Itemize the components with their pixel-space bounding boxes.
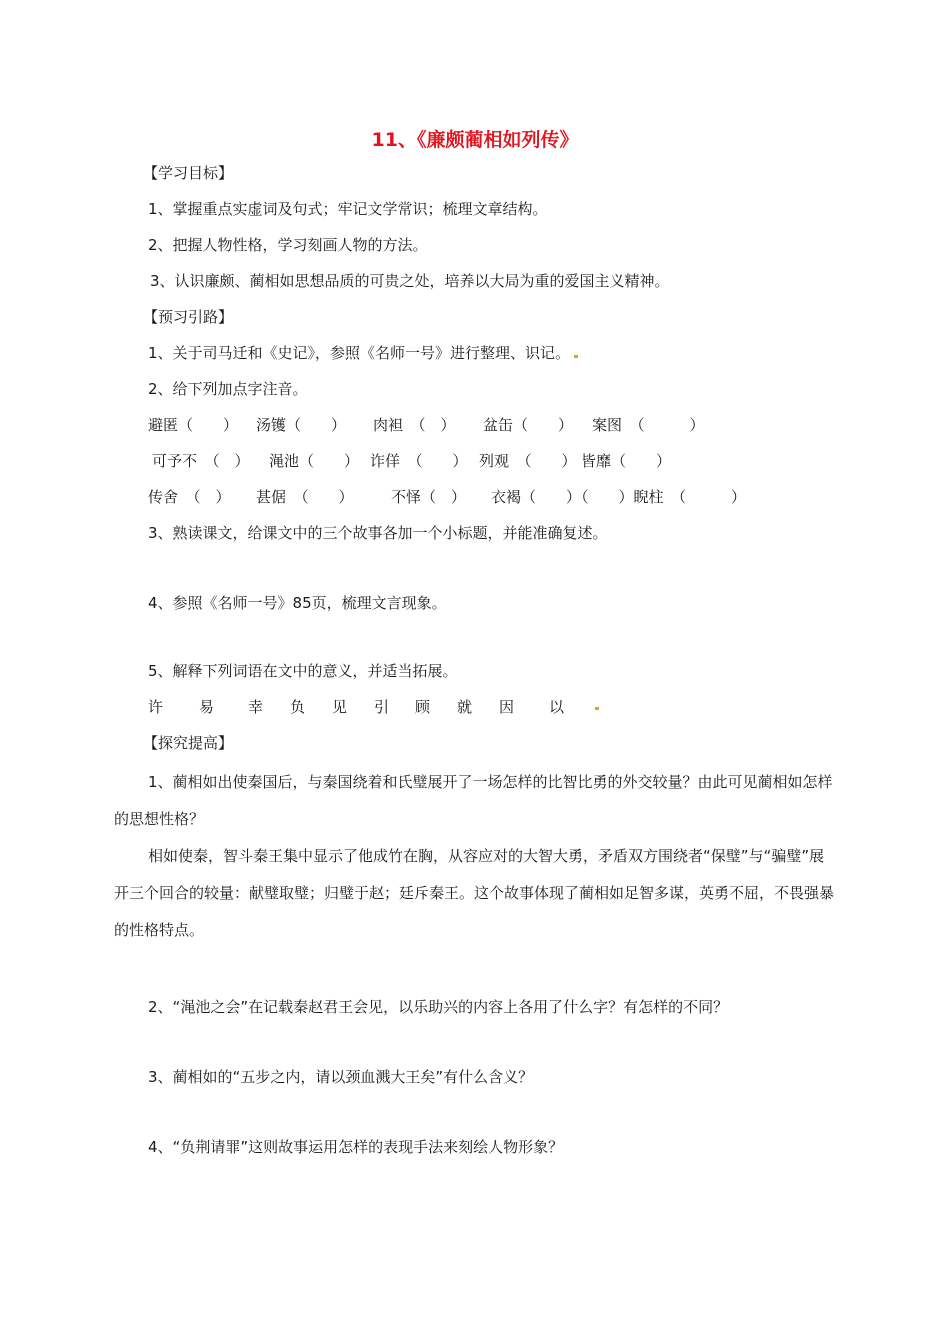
preview-item-5: 5、解释下列词语在文中的意义，并适当拓展。 [148,662,458,680]
pinyin-item: 渑池（ ） [269,452,360,470]
word-item: 因 [499,698,515,716]
explore-question-3: 3、蔺相如的“五步之内，请以颈血溅大王矣”有什么含义？ [148,1068,534,1086]
section-heading-preview: 【预习引路】 [143,308,234,326]
word-item: 幸 [248,698,264,716]
section-heading-explore: 【探究提高】 [143,734,234,752]
pinyin-item: 汤镬（ ） [256,416,347,434]
preview-item-1 [148,343,578,363]
word-item: 以 [549,698,565,716]
pinyin-item: 传舍 （ ） [148,488,231,506]
pinyin-item: 案图 （ ） [592,416,705,434]
word-item: 见 [332,698,348,716]
preview-item-4: 4、参照《名师一号》85页，梳理文言现象。 [148,594,447,612]
preview-item-1-text: 1、关于司马迁和《史记》，参照《名师一号》进行整理、识记。 [148,344,571,362]
pinyin-item: 衣褐（ ）（ ）睨柱 （ ） [491,488,747,506]
word-item: 顾 [415,698,431,716]
preview-item-2: 2、给下列加点字注音。 [148,380,308,398]
goal-item-2: 2、把握人物性格，学习刻画人物的方法。 [148,236,428,254]
highlight-mark [595,707,599,710]
pinyin-item: 不怿（ ） [391,488,467,506]
page-title: 11、《廉颇蔺相如列传》 [371,129,579,151]
pinyin-item: 诈佯 （ ） [370,452,468,470]
pinyin-item: 可予不 （ ） [152,452,250,470]
explore-question-4: 4、“负荆请罪”这则故事运用怎样的表现手法来刻绘人物形象？ [148,1138,564,1156]
word-item: 就 [457,698,473,716]
pinyin-item: 列观 （ ） [479,452,577,470]
highlight-mark [574,355,578,358]
word-item: 许 [148,698,164,716]
word-item: 易 [199,698,215,716]
goal-item-1: 1、掌握重点实虚词及句式；牢记文学常识；梳理文章结构。 [148,200,548,218]
pinyin-item: 皆靡（ ） [581,452,672,470]
explore-question-2: 2、“渑池之会”在记载秦赵君王会见，以乐助兴的内容上各用了什么字？有怎样的不同？ [148,998,729,1016]
section-heading-goals: 【学习目标】 [143,164,234,182]
preview-item-3: 3、熟读课文，给课文中的三个故事各加一个小标题，并能准确复述。 [148,524,608,542]
pinyin-item: 肉袒 （ ） [373,416,456,434]
word-item: 引 [374,698,390,716]
explore-answer-1: 相如使秦，智斗秦王集中显示了他成竹在胸，从容应对的大智大勇，矛盾双方围绕者“保璧”与“骗璧”展开三个回合的较量：献璧取璧；归璧于赵；廷斥秦王。这个故事体现了蔺相如足智多谋，英勇不屈，不畏强暴的性格特点。 [114,847,835,939]
pinyin-item: 盆缶（ ） [483,416,574,434]
pinyin-item: 甚倨 （ ） [256,488,354,506]
pinyin-item: 避匿（ ） [148,416,239,434]
goal-item-3: 3、认识廉颇、蔺相如思想品质的可贵之处，培养以大局为重的爱国主义精神。 [150,272,670,290]
explore-question-1: 1、蔺相如出使秦国后，与秦国绕着和氏璧展开了一场怎样的比智比勇的外交较量？由此可见蔺相如怎样的思想性格？ [114,773,833,828]
word-item: 负 [290,698,306,716]
